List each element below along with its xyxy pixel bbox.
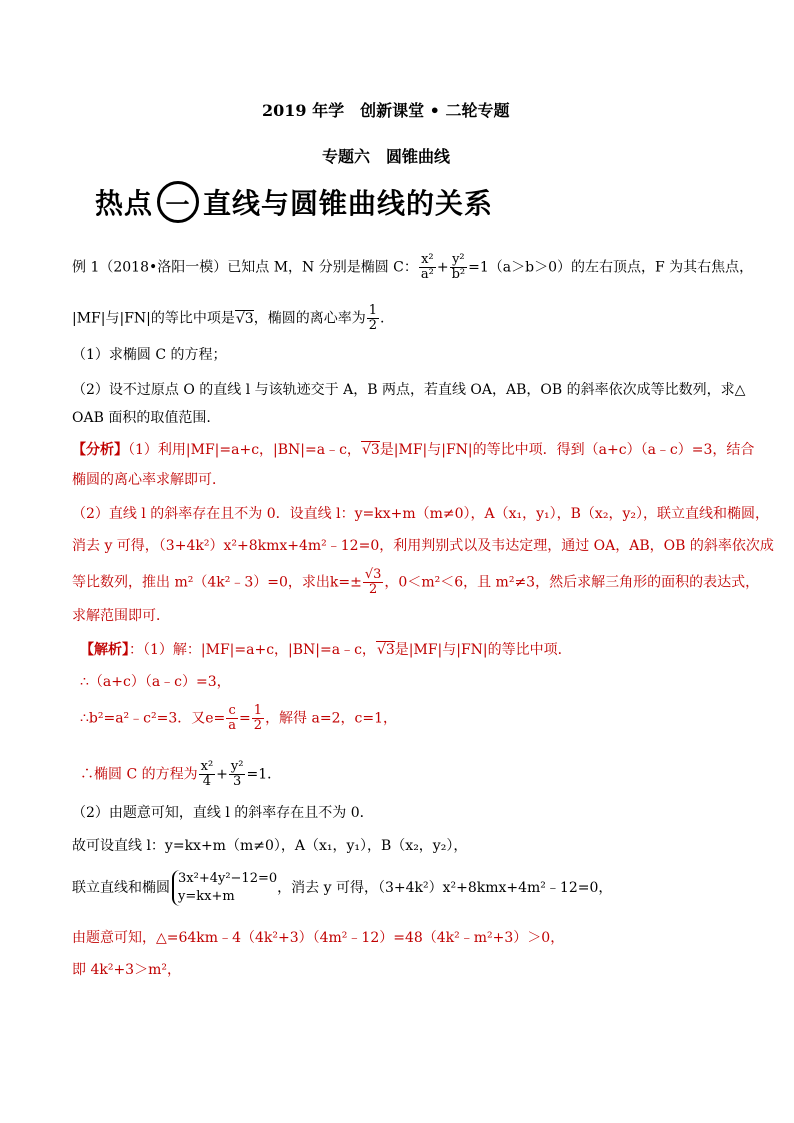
fraction-one-half: $\frac{1}{2}$ <box>368 303 377 333</box>
solution-line-2: ∴（a+c）（a﹣c）=3， <box>80 674 231 690</box>
example-text: =1（a＞b＞0）的左右顶点，F 为其右焦点， <box>468 259 754 276</box>
solution-line-8: 由题意可知，△=64km﹣4（4k²+3）（4m²﹣12）=48（4k²﹣m²+3）＞0， <box>72 930 565 946</box>
analysis-line-2: 椭圆的离心率求解即可． <box>72 472 226 488</box>
fraction-x2-a2: $\frac{\text{x²}}{\text{a²}}$ <box>420 252 434 282</box>
solution-label: 【解析】 <box>80 642 129 658</box>
hotspot-banner <box>95 180 515 224</box>
analysis-line-6: 求解范围即可． <box>72 608 170 624</box>
sqrt3-symbol: √3 <box>235 310 254 327</box>
analysis-label: 【分析】 <box>72 442 128 458</box>
example-line-1: 例 1（2018•洛阳一模）已知点 M，N 分别是椭圆 C： $\frac{\text{x²}}{\text{a²}}$ + $\frac{\text{y²}}{\text{b²}}$ =1（a＞b＞0）的左右顶点，F 为其右焦点， <box>72 252 754 282</box>
analysis-line-1: 【分析】（1）利用|MF|=a+c，|BN|=a﹣c，√3是|MF|与|FN|的等比中项．得到（a+c）（a﹣c）=3，结合 <box>72 442 755 458</box>
document-title: 2019 年学 创新课堂 • 二轮专题 <box>262 101 510 120</box>
example-text: 例 1（2018•洛阳一模）已知点 M，N 分别是椭圆 C： <box>72 259 418 276</box>
solution-line-6: 故可设直线 l：y=kx+m（m≠0），A（x₁，y₁），B（x₂，y₂）， <box>72 838 468 854</box>
solution-line-5: （2）由题意可知，直线 l 的斜率存在且不为 0． <box>72 805 374 821</box>
fraction-sqrt3-2: $\frac{√3}{2}$ <box>364 567 382 597</box>
analysis-line-4: 消去 y 可得，（3+4k²）x²+8kmx+4m²﹣12=0，利用判别式以及韦达定理，通过 OA，AB，OB 的斜率依次成 <box>72 538 774 554</box>
example-line-2: |MF|与|FN|的等比中项是√3，椭圆的离心率为 $\frac{1}{2}$ . <box>72 303 385 333</box>
banner-right-text: 直线与圆锥曲线的关系 <box>203 187 494 220</box>
solution-line-9: 即 4k²+3＞m²， <box>72 962 181 978</box>
equation-system: 3x²+4y²−12=0 y=kx+m <box>172 870 277 906</box>
analysis-line-5: 等比数列，推出 m²（4k²﹣3）=0，求出k=± $\frac{√3}{2}$ ，0＜m²＜6，且 m²≠3，然后求解三角形的面积的表达式， <box>72 567 760 597</box>
solution-line-1: 【解析】：（1）解：|MF|=a+c，|BN|=a﹣c，√3是|MF|与|FN|的等比中项． <box>80 642 572 658</box>
fraction-y2-b2: $\frac{\text{y²}}{\text{b²}}$ <box>451 252 466 282</box>
solution-line-7: 联立直线和椭圆 3x²+4y²−12=0 y=kx+m ，消去 y 可得，（3+4k²）x²+8kmx+4m²﹣12=0， <box>72 871 613 904</box>
question-2-line-1: （2）设不过原点 O 的直线 l 与该轨迹交于 A，B 两点，若直线 OA，AB，OB 的斜率依次成等比数列，求△ <box>72 382 746 398</box>
solution-line-3: ∴b²=a²﹣c²=3．又e= $\frac{c}{a}$ = $\frac{1}{2}$ ，解得 a=2，c=1， <box>80 703 397 733</box>
question-1: （1）求椭圆 C 的方程； <box>72 347 227 363</box>
solution-line-4: ∴椭圆 C 的方程为 $\frac{\text{x²}}{4}$ + $\frac{\text{y²}}{3}$ =1． <box>80 759 282 789</box>
banner-circle-number: 一 <box>157 181 199 223</box>
topic-title: 专题六 圆锥曲线 <box>322 147 451 166</box>
analysis-line-3: （2）直线 l 的斜率存在且不为 0．设直线 l：y=kx+m（m≠0），A（x₁，y₁），B（x₂，y₂），联立直线和椭圆， <box>72 506 769 522</box>
question-2-line-2: OAB 面积的取值范围. <box>72 410 211 426</box>
banner-left-text: 热点 <box>95 187 154 220</box>
